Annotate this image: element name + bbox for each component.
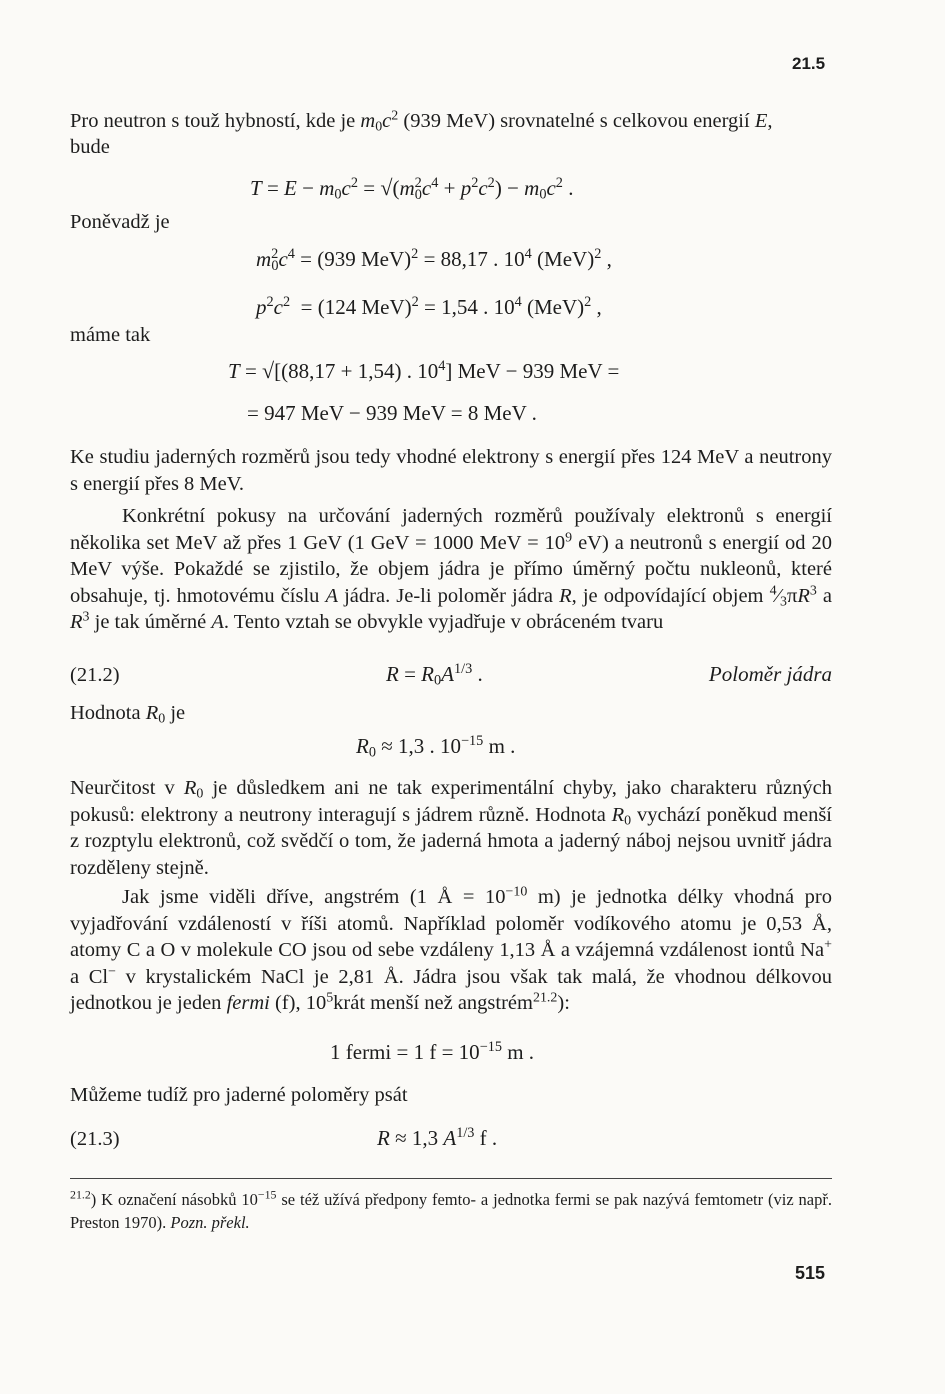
equation-number-21-3: (21.3) [70, 1128, 120, 1150]
text-muzeme: Můžeme tudíž pro jaderné poloměry psát [70, 1084, 408, 1106]
equation-t-numeric: T = √[(88,17 + 1,54) . $10^4$] MeV − 939 MeV = [228, 358, 620, 383]
equation-fermi: 1 fermi = 1 $f = 10^{-15}$ m . [330, 1039, 535, 1064]
text-hodnota-r0: Hodnota $R_0$ je [70, 702, 186, 727]
paragraph-intro-bude: bude [70, 136, 110, 158]
equation-m0-c4: $m^2_0c^4 = (939$ MeV)$^2$ = 88,17 . $10^4$ (MeV)$^2$ , [256, 246, 612, 274]
equation-t-result: = 947 MeV − 939 MeV = 8 MeV . [247, 401, 537, 425]
equation-nuclear-radius-fermi: R ≈ 1,3 $A^{1/3}$ f . [377, 1125, 498, 1150]
equation-r0-value: $R_0 \approx 1,3$ . $10^{-15}$ m . [356, 733, 516, 761]
paragraph-angstrom: Jak jsme viděli dříve, angstrém (1 Å = $10^{-10}$ m) je jednotka délky vhodná pro vyjadřování vzdáleností v říši atomů. Například poloměr vodíkového atomu je 0,53 Å, atomy C a O v molekule CO jsou od sebe vzdáleny 1,13 Å a vzájemná vzdálenost iontů Na+ a Cl− v krystalickém NaCl je 2,81 Å. Jádra jsou však tak malá, že vhodnou délkovou jednotkou je jeden fermi (f), $10^5krát$ menší než angstrém$^{21.2}$): [70, 884, 833, 1015]
paragraph-intro: Pro neutron s touž hybností, kde je $m_0c^2$ (939 MeV) srovnatelné s celkovou energií E, [70, 108, 773, 135]
paragraph-uncertainty: Neurčitost v $R_0$ je důsledkem ani ne tak experimentální chyby, jako charakteru různých pokusů: elektrony a neutrony interagují s jádrem různě. Hodnota $R_0$ vychází poněkud menší z rozptylu elektronů, což svědčí o tom, že jaderná hmota a jaderný náboj nejsou uvnitř jádra rozděleny stejně. [70, 777, 832, 879]
equation-label-polomer-jadra: Poloměr jádra [708, 662, 832, 686]
equation-p2c2: $p^2c^2 = (124$ MeV)$^2$ = 1,54 . $10^4$ (MeV)$^2$ , [256, 294, 602, 319]
section-number: 21.5 [792, 54, 826, 73]
paragraph-experiments: Konkrétní pokusy na určování jaderných rozměrů používaly elektronů s energií několika set MeV až přes 1 GeV (1 GeV = 1000 MeV = $10^9$ eV) a neutronů s energií od 20 MeV výše. Pokaždé se zjistilo, že objem jádra je přímo úměrný počtu nukleonů, které obsahuje, tj. hmotovému číslu A jádra. Je-li poloměr jádra R, je odpovídající objem $^4⁄_3\pi R^3$ a $R^3$ je tak úměrné A. Tento vztah se obvykle vyjadřuje v obráceném tvaru [70, 505, 832, 634]
text-ponevadz: Poněvadž je [70, 211, 170, 233]
footnote-divider [70, 1178, 832, 1179]
equation-nuclear-radius: $R = R_0A^{1/3}$ . [386, 661, 483, 689]
text-mame-tak: máme tak [70, 324, 151, 346]
equation-t-energy: $T = E - m_0c^2 = √(m^2_0c^4 + p^2c^2) - m_0c^2$ . [250, 175, 574, 203]
paragraph-electrons: Ke studiu jaderných rozměrů jsou tedy vhodné elektrony s energií přes 124 MeV a neutrony s energií přes 8 MeV. [70, 446, 832, 495]
footnote-21-2: $^{21.2}$) K označení násobků $10^{-15}$ se též užívá předpony femto- a jednotka fermi se pak nazývá femtometr (viz např. Preston 1970). Pozn. překl. [70, 1187, 832, 1232]
page-number: 515 [795, 1263, 826, 1283]
equation-number-21-2: (21.2) [70, 664, 120, 686]
